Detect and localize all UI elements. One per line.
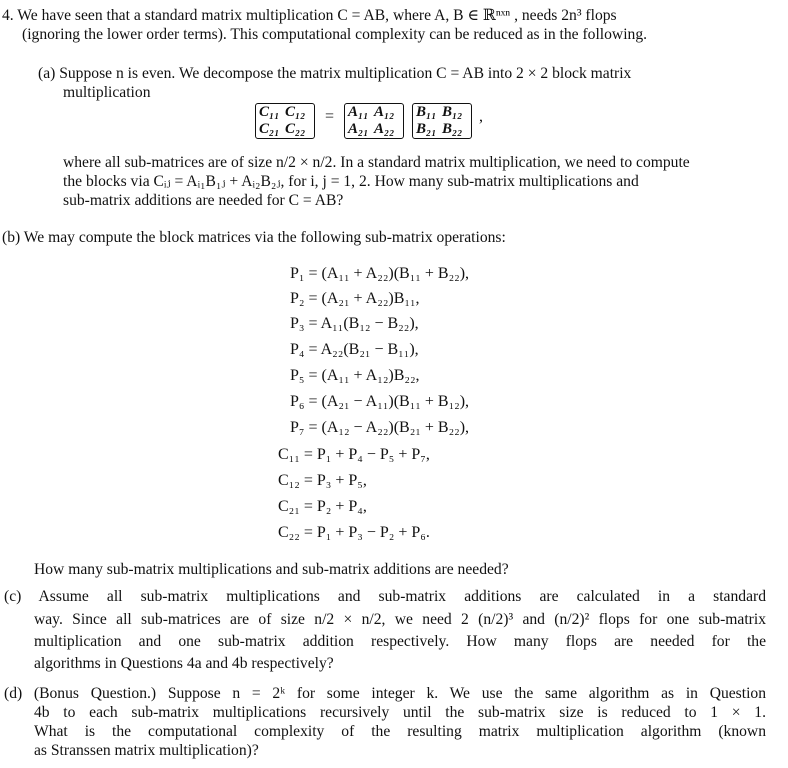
eq-p2: P₂ = (A₂₁ + A₂₂)B₁₁,	[290, 290, 420, 307]
eq-p3: P₃ = A₁₁(B₁₂ − B₂₂),	[290, 315, 419, 332]
part-a-line-1: (a) Suppose n is even. We decompose the matrix multiplication C = AB into 2 × 2 block matrix	[38, 65, 632, 82]
q4-line-1: 4. We have seen that a standard matrix multiplication C = AB, where A, B ∈ ℝⁿˣⁿ , needs 2n³ flops	[2, 7, 617, 24]
eq-c22: C₂₂ = P₁ + P₃ − P₂ + P₆.	[278, 524, 430, 541]
b21: B₂₁	[416, 121, 437, 137]
matrix-a	[344, 103, 404, 139]
c12: C₁₂	[285, 104, 306, 120]
eq-p6: P₆ = (A₂₁ − A₁₁)(B₁₁ + B₁₂),	[290, 393, 470, 410]
part-a-line-5: sub-matrix additions are needed for C = AB?	[63, 192, 344, 209]
part-d-line-1: (d) (Bonus Question.) Suppose n = 2ᵏ for some integer k. We use the same algorithm as in Question	[4, 685, 766, 702]
q4-line-2: (ignoring the lower order terms). This computational complexity can be reduced as in the following.	[22, 26, 648, 43]
part-b-question: How many sub-matrix multiplications and sub-matrix additions are needed?	[34, 561, 509, 578]
part-c-line-1: (c) Assume all sub-matrix multiplications and sub-matrix additions are calculated in a standard	[4, 588, 766, 605]
part-d-line-2: 4b to each sub-matrix multiplications recursively until the sub-matrix size is reduced to 1 × 1.	[34, 704, 766, 721]
eq-c21: C₂₁ = P₂ + P₄,	[278, 498, 367, 515]
matrix-b	[412, 103, 472, 139]
part-b-line-1: (b) We may compute the block matrices via the following sub-matrix operations:	[2, 229, 506, 246]
part-c-line-2: way. Since all sub-matrices are of size n/2 × n/2, we need 2 (n/2)³ and (n/2)² flops for one sub-matrix	[34, 611, 766, 628]
a21: A₂₁	[348, 121, 369, 137]
a11: A₁₁	[348, 104, 369, 120]
c21: C₂₁	[259, 121, 280, 137]
c22: C₂₂	[285, 121, 306, 137]
eq-p4: P₄ = A₂₂(B₂₁ − B₁₁),	[290, 341, 419, 358]
b12: B₁₂	[442, 104, 463, 120]
eq-p5: P₅ = (A₁₁ + A₁₂)B₂₂,	[290, 367, 420, 384]
c11: C₁₁	[259, 104, 280, 120]
part-a-line-3: where all sub-matrices are of size n/2 × n/2. In a standard matrix multiplication, we need to compute	[63, 154, 690, 171]
eq-p1: P₁ = (A₁₁ + A₂₂)(B₁₁ + B₂₂),	[290, 265, 470, 282]
part-a-line-4: the blocks via Cᵢⱼ = Aᵢ₁B₁ⱼ + Aᵢ₂B₂ⱼ, for i, j = 1, 2. How many sub-matrix multiplications and	[63, 173, 639, 190]
part-c-line-3: multiplication and one sub-matrix addition respectively. How many flops are needed for the	[34, 633, 766, 650]
block-matrix-equation: C₁₁ C₁₂ C₂₁ C₂₂ = A₁₁ A₁₂ A₂₁ A₂₂ B₁₁ B₁₂ B₂₁ B₂₂ ,	[255, 103, 483, 139]
part-a-line-2: multiplication	[63, 84, 151, 101]
part-c-line-4: algorithms in Questions 4a and 4b respectively?	[34, 655, 334, 672]
b11: B₁₁	[416, 104, 437, 120]
part-d-line-3: What is the computational complexity of the resulting matrix multiplication algorithm (known	[34, 723, 766, 740]
eq-p7: P₇ = (A₁₂ − A₂₂)(B₂₁ + B₂₂),	[290, 419, 470, 436]
matrix-c	[255, 103, 315, 139]
eq-c11: C₁₁ = P₁ + P₄ − P₅ + P₇,	[278, 446, 430, 463]
a12: A₁₂	[374, 104, 395, 120]
b22: B₂₂	[442, 121, 463, 137]
eq-c12: C₁₂ = P₃ + P₅,	[278, 472, 367, 489]
a22: A₂₂	[374, 121, 395, 137]
part-d-line-4: as Stranssen matrix multiplication)?	[34, 742, 259, 759]
